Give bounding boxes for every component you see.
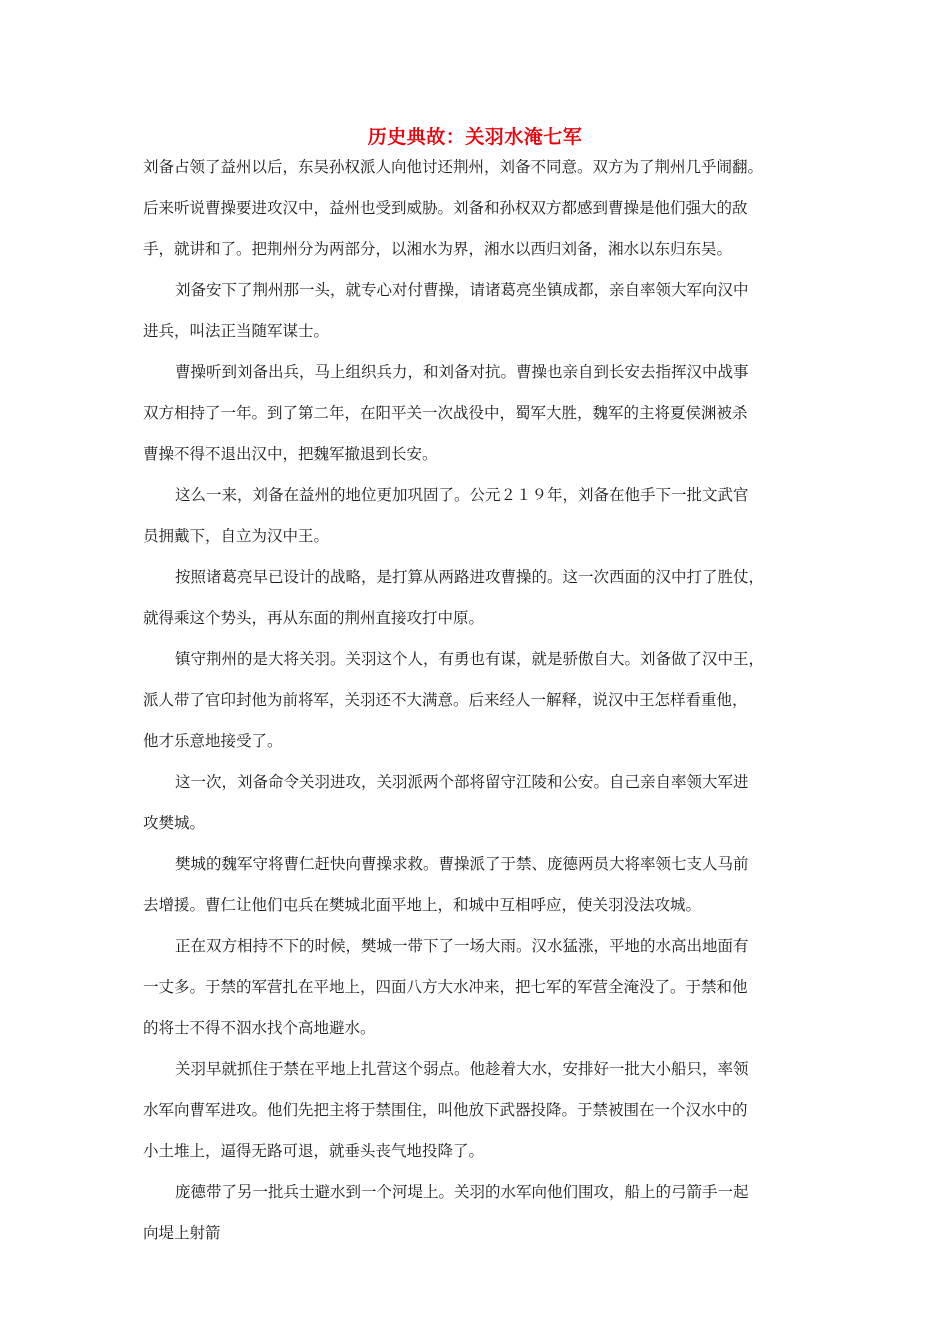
text-line: 刘备安下了荆州那一头，就专心对付曹操，请诸葛亮坐镇成都，亲自率领大军向汉中 [175,281,749,299]
text-line: 水军向曹军进攻。他们先把主将于禁围住，叫他放下武器投降。于禁被围在一个汉水中的 [143,1101,748,1119]
text-line: 按照诸葛亮早已设计的战略，是打算从两路进攻曹操的。这一次西面的汉中打了胜仗， [175,568,765,586]
text-line: 正在双方相持不下的时候，樊城一带下了一场大雨。汉水猛涨，平地的水高出地面有 [175,937,749,955]
text-line: 曹操不得不退出汉中，把魏军撤退到长安。 [143,445,438,463]
text-line: 小土堆上，逼得无路可退，就垂头丧气地投降了。 [143,1142,485,1160]
text-line: 去增援。曹仁让他们屯兵在樊城北面平地上，和城中互相呼应，使关羽没法攻城。 [143,896,702,914]
text-line: 双方相持了一年。到了第二年，在阳平关一次战役中，蜀军大胜，魏军的主将夏侯渊被杀 [143,404,748,422]
text-line: 这么一来，刘备在益州的地位更加巩固了。公元２１９年，刘备在他手下一批文武官 [175,486,749,504]
text-line: 一丈多。于禁的军营扎在平地上，四面八方大水冲来，把七军的军营全淹没了。于禁和他 [143,978,748,996]
text-line: 攻樊城。 [143,814,206,832]
text-line: 曹操听到刘备出兵，马上组织兵力，和刘备对抗。曹操也亲自到长安去指挥汉中战事 [175,363,749,381]
text-line: 镇守荆州的是大将关羽。关羽这个人，有勇也有谋，就是骄傲自大。刘备做了汉中王， [175,650,765,668]
document-title: 历史典故：关羽水淹七军 [367,126,583,148]
text-line: 刘备占领了益州以后，东吴孙权派人向他讨还荆州，刘备不同意。双方为了荆州几乎闹翻。 [143,158,764,176]
text-line: 向堤上射箭 [143,1224,221,1242]
text-line: 后来听说曹操要进攻汉中，益州也受到威胁。刘备和孙权双方都感到曹操是他们强大的敌 [143,199,748,217]
text-line: 的将士不得不泅水找个高地避水。 [143,1019,376,1037]
text-line: 庞德带了另一批兵士避水到一个河堤上。关羽的水军向他们围攻，船上的弓箭手一起 [175,1183,749,1201]
text-line: 樊城的魏军守将曹仁赶快向曹操求救。曹操派了于禁、庞德两员大将率领七支人马前 [175,855,749,873]
text-line: 他才乐意地接受了。 [143,732,283,750]
text-line: 关羽早就抓住于禁在平地上扎营这个弱点。他趁着大水，安排好一批大小船只，率领 [175,1060,749,1078]
text-line: 就得乘这个势头，再从东面的荆州直接攻打中原。 [143,609,485,627]
text-line: 员拥戴下，自立为汉中王。 [143,527,330,545]
text-line: 这一次，刘备命令关羽进攻，关羽派两个部将留守江陵和公安。自己亲自率领大军进 [175,773,749,791]
text-line: 进兵，叫法正当随军谋士。 [143,322,330,340]
text-line: 派人带了官印封他为前将军，关羽还不大满意。后来经人一解释，说汉中王怎样看重他， [143,691,748,709]
text-line: 手，就讲和了。把荆州分为两部分，以湘水为界，湘水以西归刘备，湘水以东归东吴。 [143,240,733,258]
document-body [143,147,815,1254]
